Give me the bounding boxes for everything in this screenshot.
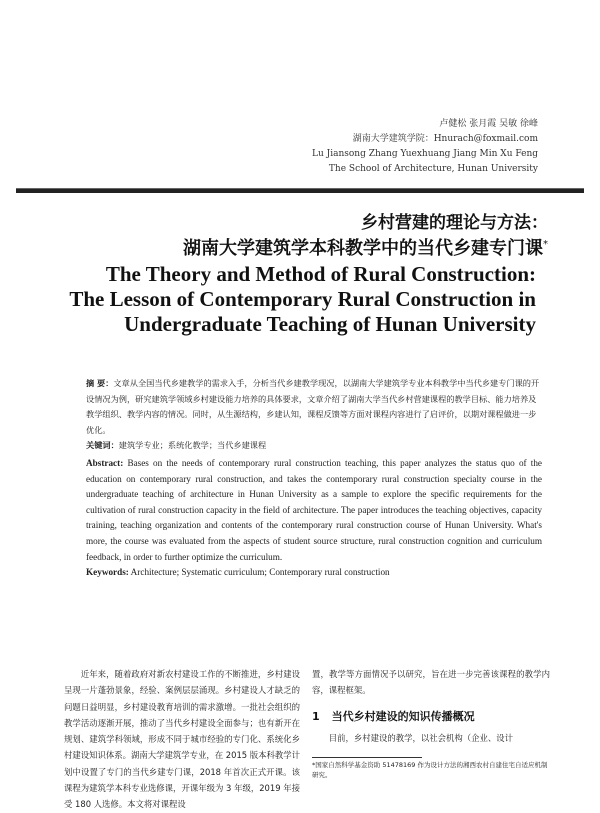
title-cn-line2 bbox=[183, 234, 548, 260]
section-heading bbox=[312, 708, 475, 724]
keywords-cn bbox=[86, 438, 542, 454]
body-left-column: 近年来，随着政府对新农村建设工作的不断推进，乡村建设呈现一片蓬勃景象，经验、案例层层涌现。乡村建设人才缺乏的问题日益明显，乡村建设教育培训的需求激增。一批社会组织的教学活动逐渐开展，推动了当代乡村建设全面参与；也有新开在规划、建筑学科领域，形成不同于城市经验的专门化、系统化乡村建设知识体系。湖南大学建筑学专业，在 2015 版本科教学计划中设置了专门的当代乡建专门课，2018 年首次正式开课。该课程为建筑学本科专业选修课，开课年级为 3 年级，2019 年接受 180 人选修。本文将对课程设 bbox=[64, 669, 301, 810]
keywords-en-label: Keywords: bbox=[86, 567, 129, 578]
keywords-en-text: Architecture; Systematic curriculum; Contemporary rural construction bbox=[130, 567, 390, 578]
author-names-en: Lu Jiansong Zhang Yuexhuang Jiang Min Xu Feng bbox=[311, 149, 538, 159]
section-number: 1 bbox=[312, 710, 320, 723]
author-affiliation-cn: 湖南大学建筑学院：Hnurach@foxmail.com bbox=[352, 134, 538, 144]
abstract-block bbox=[86, 376, 542, 581]
footnote: *国家自然科学基金资助 51478169 作为设计方法的湘西农村自建住宅自适应机制研究。 bbox=[312, 761, 548, 779]
abstract-en-label: Abstract: bbox=[86, 457, 124, 468]
abstract-cn bbox=[86, 376, 542, 438]
keywords-cn-label: 关键词： bbox=[86, 440, 119, 451]
body-right-paragraph-2: 目前，乡村建设的教学，以社会机构（企业、设计 bbox=[328, 733, 514, 743]
body-right-paragraph: 置，教学等方面情况予以研究，旨在进一步完善该课程的教学内容，课程框架。 bbox=[312, 669, 550, 696]
title-cn-line1: 乡村营建的理论与方法： bbox=[361, 213, 548, 233]
author-affiliation-en: The School of Architecture, Hunan University bbox=[328, 164, 538, 174]
title-en-line1: The Theory and Method of Rural Construction: bbox=[105, 262, 536, 286]
title-en-line2: The Lesson of Contemporary Rural Construction in bbox=[69, 287, 536, 311]
author-names-cn: 卢健松 张月霞 吴敏 徐峰 bbox=[439, 119, 538, 129]
abstract-en-text: Bases on the needs of contemporary rural construction teaching, this paper analyzes the status quo of the education on contemporary rural construction, and takes the contemporary rural construction specialty course in the undergraduate teaching of architecture in Hunan University as a sample to explore the specific requirements for the cultivation of rural construction capacity in the field of architecture. The paper introduces the teaching objectives, capacity training, teaching organization and contents of the contemporary rural construction course of Hunan University. What's more, the course was evaluated from the aspects of student source structure, rural construction cognition and curriculum feedback, in order to further optimize the curriculum. bbox=[86, 457, 543, 562]
keywords-en bbox=[86, 565, 542, 581]
title-footnote-mark: * bbox=[543, 239, 548, 250]
abstract-en bbox=[86, 456, 542, 565]
author-block bbox=[312, 117, 538, 177]
abstract-cn-text: 文章从全国当代乡建教学的需求入手，分析当代乡建教学现况，以湖南大学建筑学专业本科教学中当代乡建专门课的开设情况为例，研究建筑学领域乡村建设能力培养的具体要求，文章介绍了湖南大学当代乡村营建课程的教学目标、能力培养及教学组织、教学内容的情况。同时，从生源结构，乡建认知，课程反馈等方面对课程内容进行了启评价，以期对课程做进一步优化。 bbox=[86, 378, 540, 435]
footnote-divider bbox=[312, 757, 422, 758]
section-title: 当代乡村建设的知识传播概况 bbox=[331, 710, 475, 723]
abstract-cn-label: 摘 要： bbox=[86, 378, 114, 388]
title-cn-line2-text: 湖南大学建筑学本科教学中的当代乡建专门课 bbox=[183, 238, 543, 259]
keywords-cn-text: 建筑学专业；系统化教学；当代乡建课程 bbox=[118, 440, 267, 451]
title-en-line3: Undergraduate Teaching of Hunan University bbox=[124, 312, 536, 336]
header-divider bbox=[16, 188, 584, 193]
